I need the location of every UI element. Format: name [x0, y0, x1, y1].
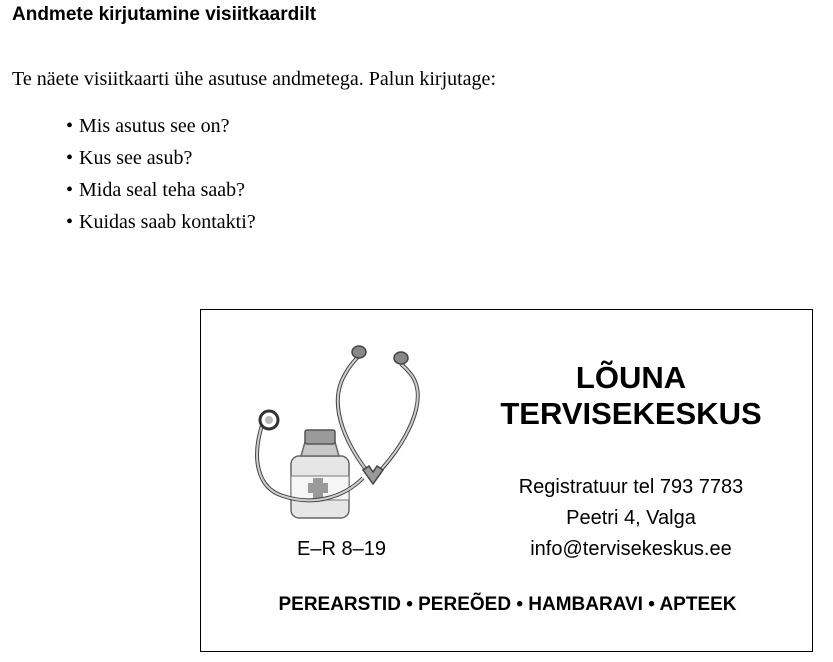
email: info@tervisekeskus.ee	[530, 538, 732, 560]
clinic-name	[471, 360, 791, 432]
page-heading: Andmete kirjutamine visiitkaardilt	[12, 4, 317, 25]
list-item: • Mida seal teha saab?	[66, 176, 256, 208]
medicine-bottle-icon	[291, 430, 349, 518]
business-card	[200, 309, 813, 652]
contact-info	[471, 472, 791, 565]
list-item: • Kuidas saab kontakti?	[66, 208, 256, 240]
list-item: • Kus see asub?	[66, 144, 256, 176]
intro-text: Te näete visiitkaarti ühe asutuse andmetega. Palun kirjutage:	[12, 68, 496, 90]
clinic-name-line1: LÕUNA	[575, 360, 687, 395]
stethoscope-medicine-bottle-icon	[243, 338, 443, 528]
phone-number: Registratuur tel 793 7783	[518, 476, 744, 498]
services-line: PEREARSTID • PEREÕED • HAMBARAVI • APTEEK	[278, 594, 737, 615]
opening-hours: E–R 8–19	[297, 538, 386, 560]
list-item: • Mis asutus see on?	[66, 112, 256, 144]
question-list	[66, 112, 256, 240]
clinic-name-line2: TERVISEKESKUS	[500, 396, 762, 431]
address: Peetri 4, Valga	[566, 507, 696, 529]
